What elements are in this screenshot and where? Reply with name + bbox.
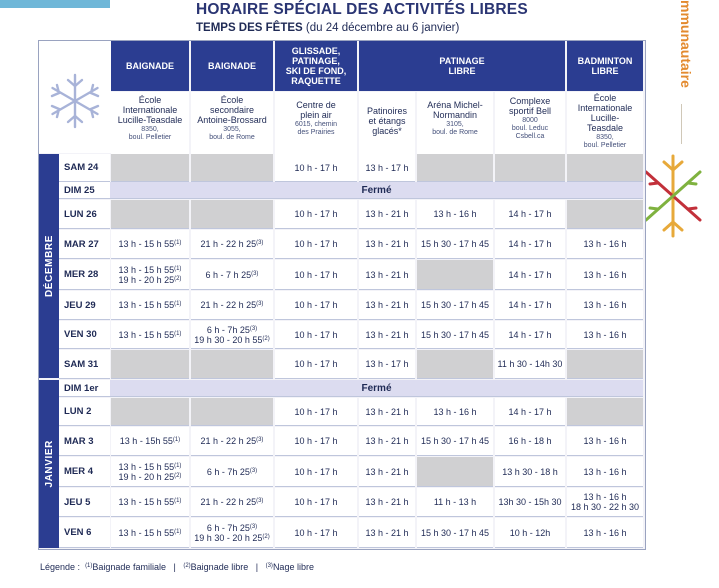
day-label: SAM 31 <box>59 350 110 379</box>
schedule-cell <box>191 427 273 456</box>
page-subtitle <box>196 22 459 34</box>
schedule-cell <box>495 398 565 426</box>
schedule-cell <box>359 200 415 229</box>
month-december-label: DÉCEMBRE <box>43 234 55 298</box>
venue-address: boul. Pelletier <box>128 134 172 141</box>
schedule-time: 13 h - 15h 55$^{(1)}$ <box>119 436 181 446</box>
venue-name: École <box>593 93 617 103</box>
schedule-time: 6 h - 7h 25$^{(3)}$ <box>206 522 258 533</box>
schedule-cell <box>111 518 189 548</box>
header-glissade-line: PATINAGE, <box>292 56 340 66</box>
schedule-cell <box>495 457 565 487</box>
closed-row: Fermé <box>110 380 643 397</box>
schedule-time: 18 h 30 - 22 h 30 <box>570 502 640 512</box>
schedule-time: 13 h - 21 h <box>365 209 409 219</box>
empty-cell <box>191 200 273 229</box>
schedule-cell <box>275 518 357 548</box>
day-label: VEN 6 <box>59 518 110 548</box>
top-tab-accent <box>0 0 110 8</box>
schedule-cell <box>275 398 357 426</box>
schedule-time: 10 h - 12h <box>509 527 551 538</box>
schedule-time: 13 h - 16 h <box>583 527 627 538</box>
schedule-cell <box>111 457 189 487</box>
schedule-cell <box>359 260 415 290</box>
schedule-cell <box>495 291 565 320</box>
venue-address: 3055, <box>223 126 241 133</box>
schedule-cell <box>275 457 357 487</box>
schedule-time: 6 h - 7h 25$^{(3)}$ <box>206 466 258 477</box>
empty-cell <box>417 154 493 182</box>
header-glissade-line: GLISSADE, <box>291 46 341 56</box>
side-divider <box>681 104 682 144</box>
schedule-time: 21 h - 22 h 25$^{(3)}$ <box>200 436 264 446</box>
legend-number: (1) <box>85 563 93 569</box>
schedule-cell <box>567 457 643 487</box>
legend-item: Baignade familiale <box>92 562 166 572</box>
schedule-time: 10 h - 17 h <box>294 527 338 538</box>
empty-cell <box>417 260 493 290</box>
schedule-cell <box>417 291 493 320</box>
header-baignade-2: BAIGNADE <box>191 41 273 91</box>
legend-separator: | <box>255 562 259 572</box>
schedule-time: 16 h - 18 h <box>508 436 552 446</box>
empty-cell <box>111 398 189 426</box>
venue-lucille-teasdale-badminton <box>567 92 643 154</box>
schedule-time: 15 h 30 - 17 h 45 <box>420 239 490 249</box>
schedule-cell <box>275 427 357 456</box>
schedule-cell <box>191 291 273 320</box>
empty-cell <box>191 154 273 182</box>
schedule-time: 13 h - 21 h <box>365 269 409 280</box>
venue-name: Patinoires <box>366 106 408 116</box>
header-patinage-line: PATINAGE <box>439 56 485 66</box>
venue-name: et étangs <box>368 116 406 126</box>
venue-name: Lucille-Teasdale <box>117 115 183 125</box>
header-glissade-line: RAQUETTE <box>291 76 341 86</box>
venue-arena-michel-normandin <box>417 92 493 161</box>
day-label: DIM 25 <box>59 182 110 199</box>
schedule-cell <box>191 488 273 517</box>
day-label: JEU 29 <box>59 291 110 320</box>
header-badminton <box>567 41 643 91</box>
schedule-time: 13 h - 21 h <box>365 406 409 417</box>
empty-cell <box>111 154 189 182</box>
schedule-time: 13 h - 15 h 55$^{(1)}$ <box>118 329 182 340</box>
schedule-cell <box>567 321 643 349</box>
schedule-cell <box>359 291 415 320</box>
schedule-cell <box>567 427 643 456</box>
schedule-time: 10 h - 17 h <box>294 359 338 369</box>
month-january-label: JANVIER <box>43 440 55 488</box>
venue-name: Complexe <box>509 96 551 106</box>
header-badminton-line: LIBRE <box>591 66 619 76</box>
schedule-cell <box>191 518 273 548</box>
venue-complexe-bell <box>495 92 565 157</box>
schedule-time: 13 h - 17 h <box>365 359 409 369</box>
venue-plein-air <box>275 92 357 161</box>
empty-cell <box>495 154 565 182</box>
empty-cell <box>417 457 493 487</box>
empty-cell <box>111 200 189 229</box>
schedule-time: 10 h - 17 h <box>294 162 338 173</box>
schedule-time: 15 h 30 - 17 h 45 <box>420 436 490 446</box>
month-january <box>39 380 59 548</box>
schedule-cell <box>495 260 565 290</box>
empty-cell <box>567 350 643 379</box>
schedule-cell <box>191 457 273 487</box>
venue-address: Csbell.ca <box>515 133 545 140</box>
schedule-cell <box>567 230 643 259</box>
schedule-time: 13h 30 - 15h 30 <box>498 497 562 507</box>
page-title: HORAIRE SPÉCIAL DES ACTIVITÉS LIBRES <box>196 1 528 18</box>
venue-address: des Prairies <box>297 129 335 136</box>
header-patinage-line: LIBRE <box>448 66 476 76</box>
schedule-cell <box>495 427 565 456</box>
schedule-cell <box>191 321 273 349</box>
schedule-cell <box>359 488 415 517</box>
schedule-cell <box>417 398 493 426</box>
schedule-time: 13 h - 21 h <box>365 527 409 538</box>
schedule-time: 19 h - 20 h 25$^{(2)}$ <box>118 274 182 285</box>
schedule-cell <box>417 321 493 349</box>
schedule-time: 14 h - 17 h <box>508 406 552 417</box>
legend-number: (2) <box>183 563 191 569</box>
day-label: LUN 26 <box>59 200 110 229</box>
schedule-time: 11 h 30 - 14h 30 <box>497 359 563 369</box>
venue-name: Aréna Michel- <box>427 100 483 110</box>
schedule-time: 13 h - 15 h 55$^{(1)}$ <box>118 239 182 249</box>
closed-row: Fermé <box>110 182 643 199</box>
schedule-time: 13 h - 21 h <box>365 329 409 340</box>
schedule-time: 19 h 30 - 20 h 55$^{(2)}$ <box>194 334 270 345</box>
venue-name: Teasdale <box>586 123 624 133</box>
schedule-time: 13 h - 15 h 55$^{(1)}$ <box>118 527 182 538</box>
schedule-cell <box>417 427 493 456</box>
schedule-time: 14 h - 17 h <box>508 209 552 219</box>
schedule-cell <box>275 260 357 290</box>
schedule-cell <box>359 321 415 349</box>
venue-address: 3105, <box>446 121 464 128</box>
schedule-time: 10 h - 17 h <box>294 209 338 219</box>
venue-address: boul. Pelletier <box>583 142 627 149</box>
schedule-time: 21 h - 22 h 25$^{(3)}$ <box>200 497 264 507</box>
day-label: JEU 5 <box>59 488 110 517</box>
schedule-time: 10 h - 17 h <box>294 406 338 417</box>
schedule-time: 13 h - 16 h <box>433 406 477 417</box>
schedule-time: 10 h - 17 h <box>294 329 338 340</box>
venue-name: Internationale <box>577 103 633 113</box>
schedule-time: 11 h - 13 h <box>433 497 477 507</box>
schedule-time: 21 h - 22 h 25$^{(3)}$ <box>200 239 264 249</box>
schedule-time: 21 h - 22 h 25$^{(3)}$ <box>200 300 264 310</box>
schedule-time: 14 h - 17 h <box>508 239 552 249</box>
venue-name: Antoine-Brossard <box>197 115 267 125</box>
empty-cell <box>567 398 643 426</box>
legend <box>40 562 314 572</box>
venue-address: 8350, <box>596 134 614 141</box>
empty-cell <box>567 200 643 229</box>
schedule-cell <box>495 488 565 517</box>
subtitle-dates: (du 24 décembre au 6 janvier) <box>305 22 460 34</box>
empty-cell <box>567 154 643 182</box>
schedule-cell <box>495 200 565 229</box>
legend-number: (3) <box>265 563 273 569</box>
schedule-cell <box>275 200 357 229</box>
schedule-cell <box>567 291 643 320</box>
venue-name: Normandin <box>432 110 478 120</box>
schedule-cell <box>567 488 643 517</box>
schedule-time: 13 h - 16 h <box>433 209 477 219</box>
schedule-cell <box>359 457 415 487</box>
schedule-time: 10 h - 17 h <box>294 269 338 280</box>
schedule-time: 13 h - 16 h <box>583 466 627 477</box>
schedule-cell <box>111 260 189 290</box>
schedule-time: 13 h - 16 h <box>583 269 627 280</box>
schedule-time: 13 h - 17 h <box>365 162 409 173</box>
empty-cell <box>191 398 273 426</box>
schedule-cell <box>495 350 565 379</box>
schedule-cell <box>417 230 493 259</box>
schedule-time: 13 h - 16 h <box>583 436 627 446</box>
schedule-cell <box>359 230 415 259</box>
header-glissade-line: SKI DE FOND, <box>285 66 347 76</box>
schedule-time: 13 h - 21 h <box>365 300 409 310</box>
schedule-time: 19 h - 20 h 25$^{(2)}$ <box>118 471 182 482</box>
schedule-cell <box>275 350 357 379</box>
schedule-time: 15 h 30 - 17 h 45 <box>420 527 490 538</box>
day-label: DIM 1er <box>59 380 110 397</box>
day-label: SAM 24 <box>59 154 110 182</box>
venue-address: boul. de Rome <box>209 134 255 141</box>
venue-name: École <box>138 95 162 105</box>
legend-separator: | <box>173 562 176 572</box>
side-vertical-text: mmunautaire <box>678 0 694 88</box>
schedule-cell <box>567 518 643 548</box>
venue-address: 6015, chemin <box>294 121 338 128</box>
schedule-time: 13 h - 15 h 55$^{(1)}$ <box>118 300 182 310</box>
day-label: MAR 3 <box>59 427 110 456</box>
legend-item: Nage libre <box>272 562 314 572</box>
venue-address: boul. de Rome <box>432 129 478 136</box>
day-label: MER 28 <box>59 260 110 290</box>
schedule-cell <box>495 230 565 259</box>
schedule-time: 10 h - 17 h <box>294 436 338 446</box>
empty-cell <box>417 350 493 379</box>
schedule-time: 10 h - 17 h <box>294 239 338 249</box>
venue-name: glacés* <box>372 126 402 136</box>
venue-name: secondaire <box>209 105 255 115</box>
day-label: MER 4 <box>59 457 110 487</box>
schedule-time: 6 h - 7h 25$^{(3)}$ <box>206 324 258 335</box>
schedule-time: 19 h 30 - 20 h 25$^{(2)}$ <box>194 532 270 543</box>
schedule-cell <box>191 230 273 259</box>
schedule-time: 13 h - 15 h 55$^{(1)}$ <box>118 497 182 507</box>
schedule-time: 10 h - 17 h <box>294 466 338 477</box>
schedule-cell <box>359 427 415 456</box>
schedule-time: 13 h - 21 h <box>365 436 409 446</box>
empty-cell <box>111 350 189 379</box>
schedule-time: 13 h - 15 h 55$^{(1)}$ <box>118 461 182 472</box>
subtitle-period: TEMPS DES FÊTES <box>196 22 303 34</box>
venue-address: 8350, <box>141 126 159 133</box>
schedule-cell <box>275 321 357 349</box>
schedule-cell <box>275 230 357 259</box>
schedule-cell <box>359 350 415 379</box>
schedule-time: 13 h - 16 h <box>583 492 627 502</box>
day-label: VEN 30 <box>59 321 110 349</box>
schedule-time: 13 h - 21 h <box>365 497 409 507</box>
day-label: MAR 27 <box>59 230 110 259</box>
venue-name: sportif Bell <box>508 106 552 116</box>
legend-item: Baignade libre <box>190 562 249 572</box>
schedule-cell <box>111 427 189 456</box>
venue-address: boul. Leduc <box>511 125 549 132</box>
schedule-cell <box>495 321 565 349</box>
schedule-time: 14 h - 17 h <box>508 329 552 340</box>
schedule-time: 14 h - 17 h <box>508 269 552 280</box>
venue-name: Centre de <box>296 100 336 110</box>
venue-address: 8000 <box>522 117 538 124</box>
schedule-time: 6 h - 7 h 25$^{(3)}$ <box>205 269 259 280</box>
header-glissade <box>275 41 357 91</box>
venue-name: plein air <box>300 110 332 120</box>
schedule-cell <box>417 518 493 548</box>
schedule-cell <box>111 230 189 259</box>
schedule-time: 15 h 30 - 17 h 45 <box>420 300 490 310</box>
empty-cell <box>191 350 273 379</box>
schedule-time: 10 h - 17 h <box>294 300 338 310</box>
venue-antoine-brossard <box>191 92 273 156</box>
schedule-cell <box>359 518 415 548</box>
schedule-cell <box>417 488 493 517</box>
schedule-time: 13 h 30 - 18 h <box>502 466 558 477</box>
venue-lucille-teasdale <box>111 92 189 156</box>
schedule-time: 10 h - 17 h <box>294 497 338 507</box>
schedule-time: 13 h - 15 h 55$^{(1)}$ <box>118 264 182 275</box>
schedule-time: 14 h - 17 h <box>508 300 552 310</box>
schedule-time: 13 h - 16 h <box>583 329 627 340</box>
schedule-cell <box>359 398 415 426</box>
decorative-snowflake-icon <box>640 150 706 242</box>
schedule-cell <box>275 488 357 517</box>
schedule-cell <box>111 321 189 349</box>
schedule-cell <box>359 154 415 182</box>
schedule-time: 15 h 30 - 17 h 45 <box>420 329 490 340</box>
schedule-cell <box>417 200 493 229</box>
snowflake-icon <box>46 72 104 130</box>
venue-name: Lucille- <box>590 113 620 123</box>
schedule-cell <box>111 488 189 517</box>
header-badminton-line: BADMINTON <box>577 56 633 66</box>
venue-name: Internationale <box>122 105 178 115</box>
month-december <box>39 154 59 378</box>
schedule-cell <box>275 291 357 320</box>
header-patinage <box>359 41 565 91</box>
schedule-time: 13 h - 16 h <box>583 300 627 310</box>
header-baignade-1: BAIGNADE <box>111 41 189 91</box>
schedule-time: 13 h - 21 h <box>365 239 409 249</box>
schedule-time: 13 h - 16 h <box>583 239 627 249</box>
schedule-cell <box>567 260 643 290</box>
venue-name: École <box>220 95 244 105</box>
schedule-cell <box>191 260 273 290</box>
legend-prefix: Légende : <box>40 562 81 572</box>
schedule-cell <box>495 518 565 548</box>
day-label: LUN 2 <box>59 398 110 426</box>
schedule-cell <box>275 154 357 182</box>
schedule-time: 13 h - 21 h <box>365 466 409 477</box>
schedule-cell <box>111 291 189 320</box>
